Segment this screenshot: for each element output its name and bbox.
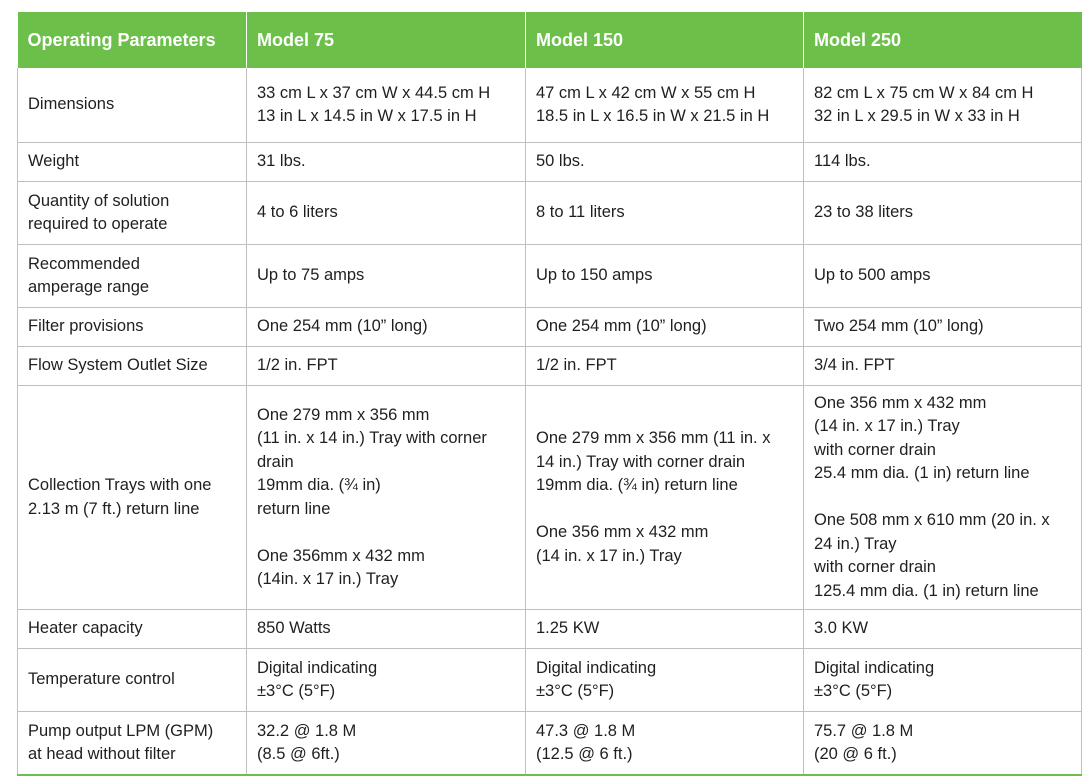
cell-model-250: Digital indicating ±3°C (5°F) <box>804 649 1082 712</box>
cell-model-75: 4 to 6 liters <box>247 182 526 245</box>
header-model-250: Model 250 <box>804 12 1082 68</box>
cell-model-250: 75.7 @ 1.8 M (20 @ 6 ft.) <box>804 712 1082 776</box>
row-label: Weight <box>18 143 247 182</box>
cell-model-75: One 254 mm (10” long) <box>247 308 526 347</box>
cell-model-150: 1/2 in. FPT <box>526 347 804 386</box>
table-header <box>18 12 1082 68</box>
cell-model-250: 3/4 in. FPT <box>804 347 1082 386</box>
table-body <box>18 68 1082 775</box>
table-row-temperature-control <box>18 649 1082 712</box>
operating-parameters-table <box>17 12 1082 776</box>
cell-model-250: Two 254 mm (10” long) <box>804 308 1082 347</box>
header-model-75: Model 75 <box>247 12 526 68</box>
cell-model-250: One 356 mm x 432 mm (14 in. x 17 in.) Tray with corner drain 25.4 mm dia. (1 in) return line One 508 mm x 610 mm (20 in. x 24 in.) Tray with corner drain 125.4 mm dia. (1 in) return line <box>804 386 1082 610</box>
row-label: Heater capacity <box>18 610 247 649</box>
row-label: Filter provisions <box>18 308 247 347</box>
header-operating-parameters: Operating Parameters <box>18 12 247 68</box>
table-row-filter-provisions <box>18 308 1082 347</box>
row-label: Collection Trays with one 2.13 m (7 ft.) return line <box>18 386 247 610</box>
cell-model-250: 3.0 KW <box>804 610 1082 649</box>
table-row-outlet-size <box>18 347 1082 386</box>
cell-model-75: 1/2 in. FPT <box>247 347 526 386</box>
cell-model-150: Digital indicating ±3°C (5°F) <box>526 649 804 712</box>
cell-model-75: Digital indicating ±3°C (5°F) <box>247 649 526 712</box>
row-label: Temperature control <box>18 649 247 712</box>
cell-model-150: One 254 mm (10” long) <box>526 308 804 347</box>
cell-model-150: Up to 150 amps <box>526 245 804 308</box>
header-row <box>18 12 1082 68</box>
cell-model-150: 47.3 @ 1.8 M (12.5 @ 6 ft.) <box>526 712 804 776</box>
row-label: Dimensions <box>18 68 247 143</box>
row-label: Quantity of solution required to operate <box>18 182 247 245</box>
row-label: Recommended amperage range <box>18 245 247 308</box>
cell-model-150: 1.25 KW <box>526 610 804 649</box>
cell-model-75: 33 cm L x 37 cm W x 44.5 cm H 13 in L x 14.5 in W x 17.5 in H <box>247 68 526 143</box>
table-row-weight <box>18 143 1082 182</box>
table-row-solution-quantity <box>18 182 1082 245</box>
cell-model-250: Up to 500 amps <box>804 245 1082 308</box>
table-row-amperage-range <box>18 245 1082 308</box>
cell-model-150: 8 to 11 liters <box>526 182 804 245</box>
table-row-dimensions <box>18 68 1082 143</box>
cell-model-75: Up to 75 amps <box>247 245 526 308</box>
cell-model-150: 47 cm L x 42 cm W x 55 cm H 18.5 in L x 16.5 in W x 21.5 in H <box>526 68 804 143</box>
cell-model-75: 32.2 @ 1.8 M (8.5 @ 6ft.) <box>247 712 526 776</box>
cell-model-250: 23 to 38 liters <box>804 182 1082 245</box>
cell-model-75: 31 lbs. <box>247 143 526 182</box>
cell-model-150: One 279 mm x 356 mm (11 in. x 14 in.) Tray with corner drain 19mm dia. (¾ in) return line One 356 mm x 432 mm (14 in. x 17 in.) Tray <box>526 386 804 610</box>
row-label: Flow System Outlet Size <box>18 347 247 386</box>
table-row-collection-trays <box>18 386 1082 610</box>
cell-model-150: 50 lbs. <box>526 143 804 182</box>
row-label: Pump output LPM (GPM) at head without filter <box>18 712 247 776</box>
header-model-150: Model 150 <box>526 12 804 68</box>
cell-model-75: One 279 mm x 356 mm (11 in. x 14 in.) Tray with corner drain 19mm dia. (¾ in) return line One 356mm x 432 mm (14in. x 17 in.) Tray <box>247 386 526 610</box>
cell-model-250: 114 lbs. <box>804 143 1082 182</box>
table-row-heater-capacity <box>18 610 1082 649</box>
table-row-pump-output <box>18 712 1082 776</box>
cell-model-250: 82 cm L x 75 cm W x 84 cm H 32 in L x 29.5 in W x 33 in H <box>804 68 1082 143</box>
cell-model-75: 850 Watts <box>247 610 526 649</box>
